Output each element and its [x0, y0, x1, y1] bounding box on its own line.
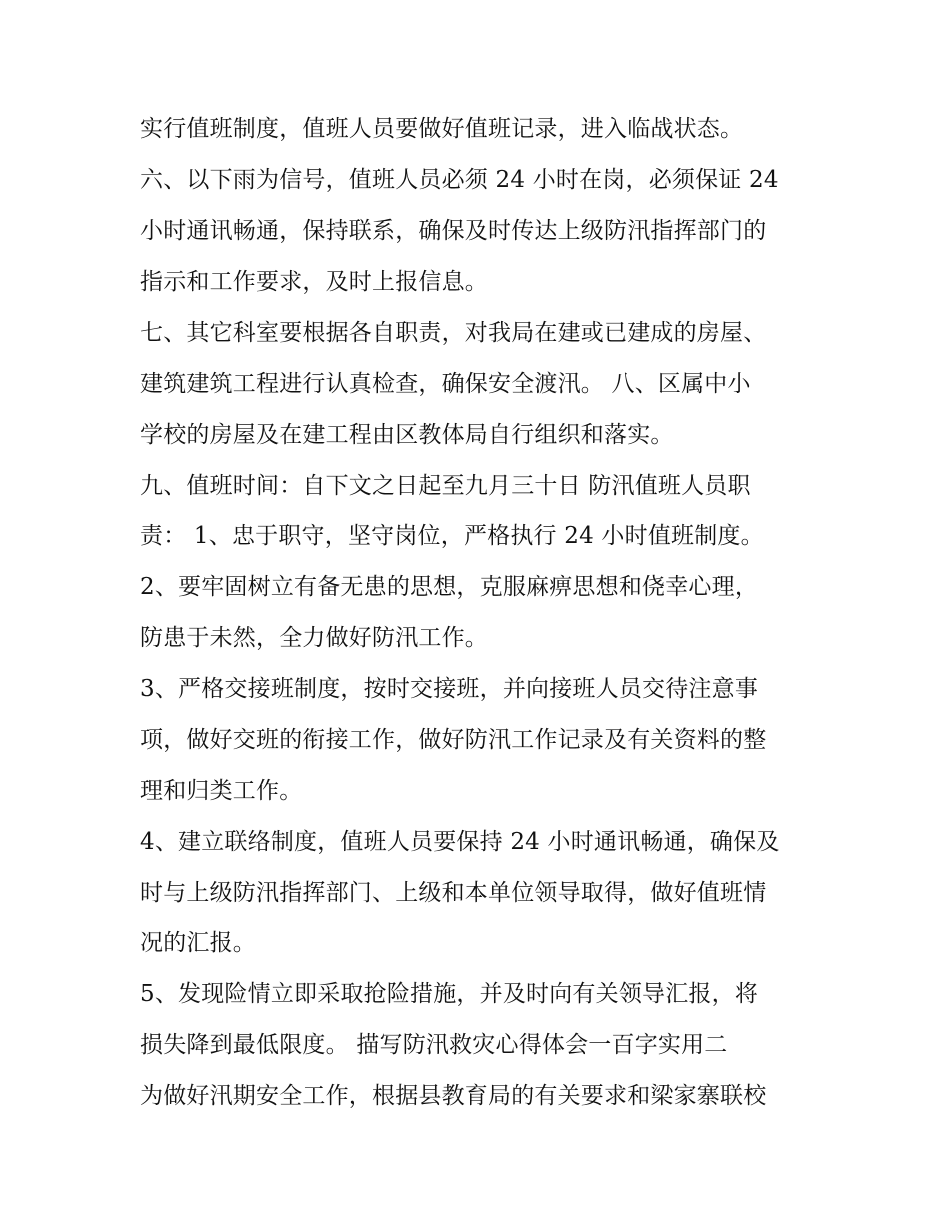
text-line: 指示和工作要求，及时上报信息。	[140, 269, 488, 295]
text-line: 4、建立联络制度，值班人员要保持 24 小时通讯畅通，确保及	[140, 829, 780, 855]
text-line: 责： 1、忠于职守，坚守岗位，严格执行 24 小时值班制度。	[140, 523, 764, 549]
text-line: 况的汇报。	[140, 930, 256, 956]
text-line: 小时通讯畅通，保持联系，确保及时传达上级防汛指挥部门的	[140, 218, 767, 244]
text-line: 3、严格交接班制度，按时交接班，并向接班人员交待注意事	[140, 676, 759, 702]
text-line: 防患于未然，全力做好防汛工作。	[140, 625, 488, 651]
text-line: 项，做好交班的衔接工作，做好防汛工作记录及有关资料的整	[140, 727, 767, 753]
text-line: 2、要牢固树立有备无患的思想，克服麻痹思想和侥幸心理，	[140, 574, 759, 600]
text-line: 时与上级防汛指挥部门、上级和本单位领导取得，做好值班情	[140, 880, 767, 906]
text-line: 实行值班制度，值班人员要做好值班记录，进入临战状态。	[140, 116, 744, 142]
text-line: 理和归类工作。	[140, 778, 303, 804]
text-line: 5、发现险情立即采取抢险措施，并及时向有关领导汇报，将	[140, 981, 759, 1007]
text-line: 学校的房屋及在建工程由区教体局自行组织和落实。	[140, 422, 674, 448]
text-line: 损失降到最低限度。 描写防汛救灾心得体会一百字实用二	[140, 1032, 728, 1058]
text-line: 七、其它科室要根据各自职责，对我局在建或已建成的房屋、	[140, 320, 767, 346]
text-line: 九、值班时间：自下文之日起至九月三十日 防汛值班人员职	[140, 473, 751, 499]
text-line: 为做好汛期安全工作，根据县教育局的有关要求和梁家寨联校	[140, 1083, 767, 1109]
text-line: 建筑建筑工程进行认真检查，确保安全渡汛。 八、区属中小	[140, 371, 751, 397]
text-line: 六、以下雨为信号，值班人员必须 24 小时在岗，必须保证 24	[140, 167, 779, 193]
